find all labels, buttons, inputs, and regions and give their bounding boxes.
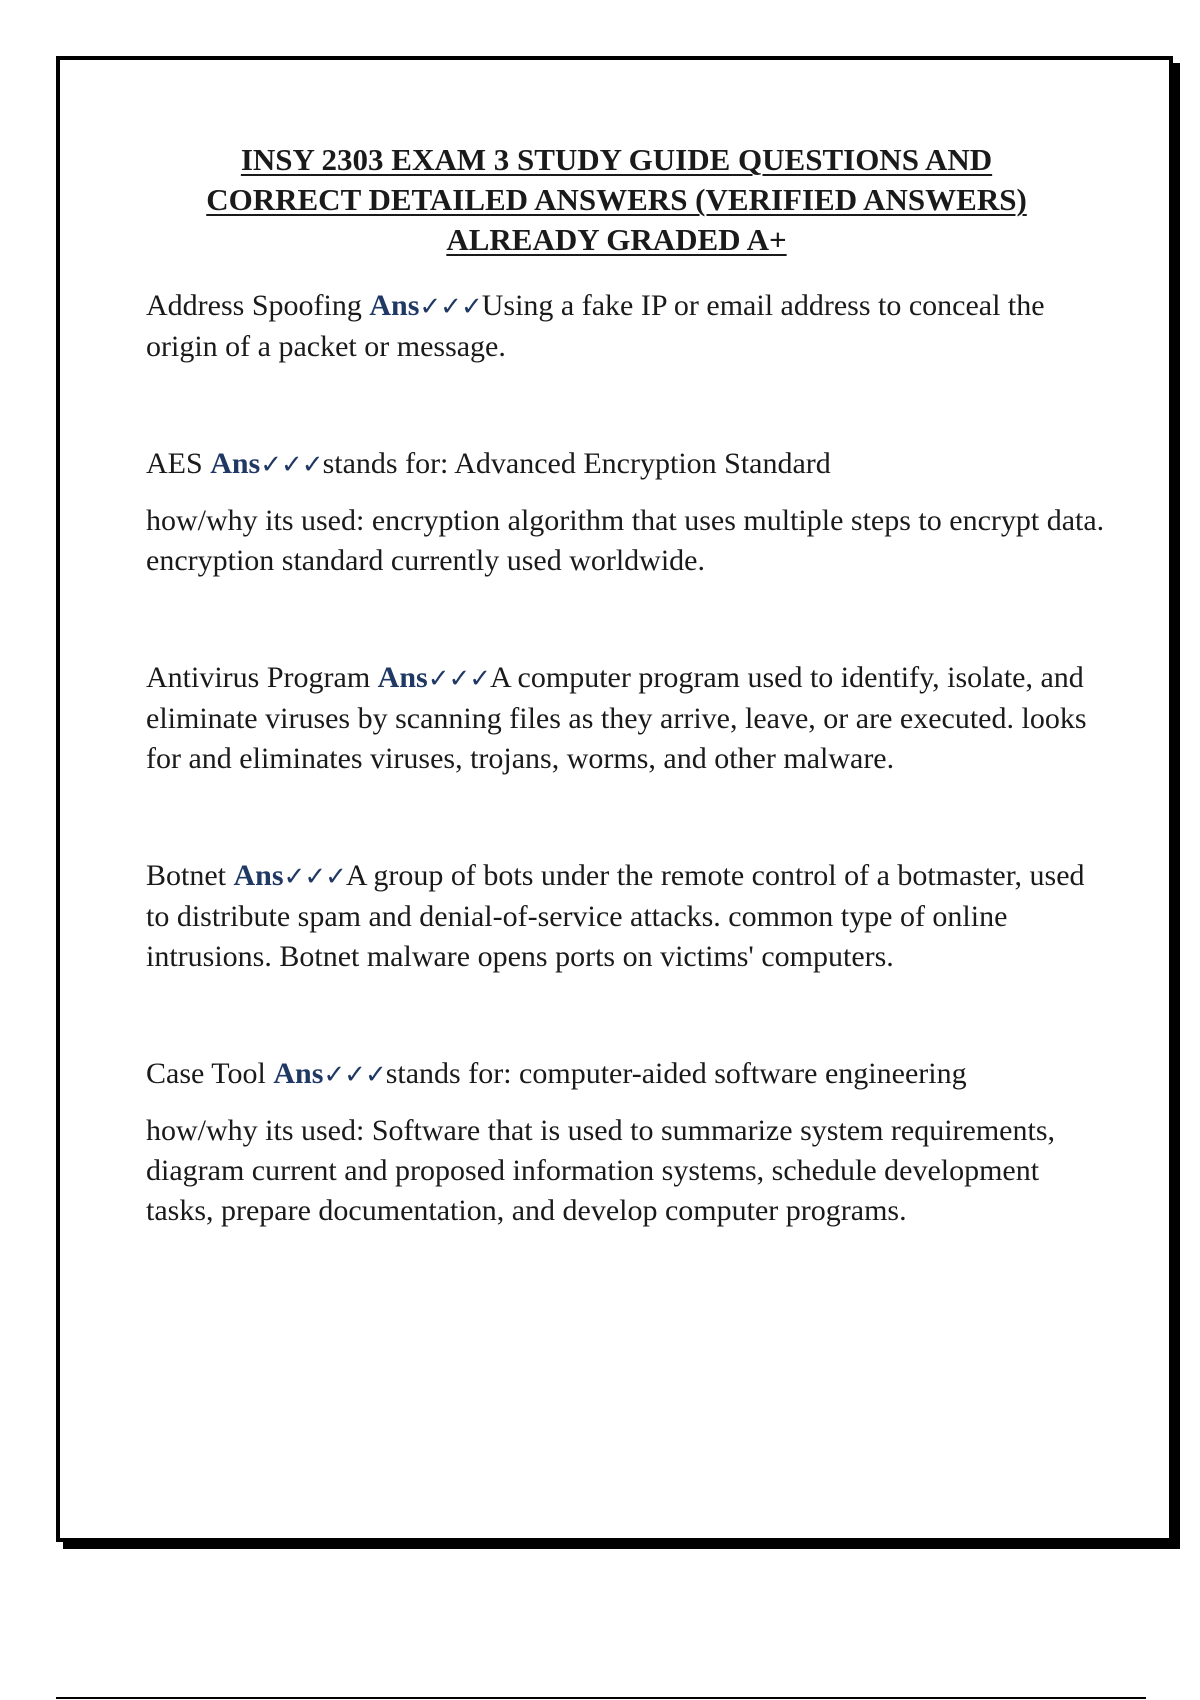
entry-term: AES — [146, 447, 203, 480]
title-line-2: CORRECT DETAILED ANSWERS (VERIFIED ANSWERS) — [206, 182, 1027, 217]
entry-detail-paragraph: how/why its used: encryption algorithm that uses multiple steps to encrypt data. encryption standard currently used worldwide. — [146, 504, 1105, 577]
entry-antivirus-program — [146, 658, 1106, 779]
entry-case-tool — [146, 1054, 1106, 1231]
answer-marker: Ans — [233, 859, 284, 892]
entry-botnet — [146, 856, 1106, 977]
check-marks-icon: ✓✓✓ — [260, 450, 323, 480]
check-marks-icon: ✓✓✓ — [283, 862, 346, 892]
check-marks-icon: ✓✓✓ — [427, 664, 491, 694]
check-marks-icon: ✓✓✓ — [323, 1060, 386, 1090]
entry-answer-text: stands for: computer-aided software engineering — [385, 1057, 967, 1090]
entry-answer-paragraph — [146, 286, 1106, 367]
entry-answer-text: A computer program used to identify, isolate, and eliminate viruses by scanning files as they arrive, leave, or are executed. looks for and eliminates viruses, trojans, worms, and other malware. — [146, 661, 1087, 775]
answer-marker: Ans — [369, 289, 420, 322]
entry-answer-paragraph — [146, 856, 1106, 977]
check-marks-icon: ✓✓✓ — [419, 292, 482, 322]
title-line-1: INSY 2303 EXAM 3 STUDY GUIDE QUESTIONS AND — [240, 142, 993, 177]
study-guide-entries — [146, 286, 1106, 1231]
entry-term: Address Spoofing — [146, 289, 362, 322]
answer-marker: Ans — [377, 661, 428, 694]
answer-marker: Ans — [273, 1057, 324, 1090]
entry-answer-text: Using a fake IP or email address to conceal the origin of a packet or message. — [146, 289, 1045, 363]
entry-term: Case Tool — [146, 1057, 266, 1090]
title-line-3: ALREADY GRADED A+ — [446, 222, 787, 257]
entry-aes — [146, 444, 1106, 581]
entry-detail-paragraph: how/why its used: Software that is used to summarize system requirements, diagram current and proposed information systems, schedule development tasks, prepare documentation, and develop computer programs. — [146, 1114, 1056, 1227]
entry-answer-text: stands for: Advanced Encryption Standard — [322, 447, 831, 480]
entry-answer-text: A group of bots under the remote control of a botmaster, used to distribute spam and denial-of-service attacks. common type of online intrusions. Botnet malware opens ports on victims' computers. — [146, 859, 1085, 973]
document-title — [60, 140, 1173, 260]
entry-address-spoofing — [146, 286, 1106, 367]
footer-rule — [56, 1697, 1146, 1699]
entry-answer-paragraph — [146, 444, 1106, 485]
entry-term: Botnet — [146, 859, 226, 892]
entry-term: Antivirus Program — [146, 661, 371, 694]
entry-answer-paragraph — [146, 1054, 1106, 1095]
entry-answer-paragraph — [146, 658, 1106, 779]
answer-marker: Ans — [210, 447, 261, 480]
